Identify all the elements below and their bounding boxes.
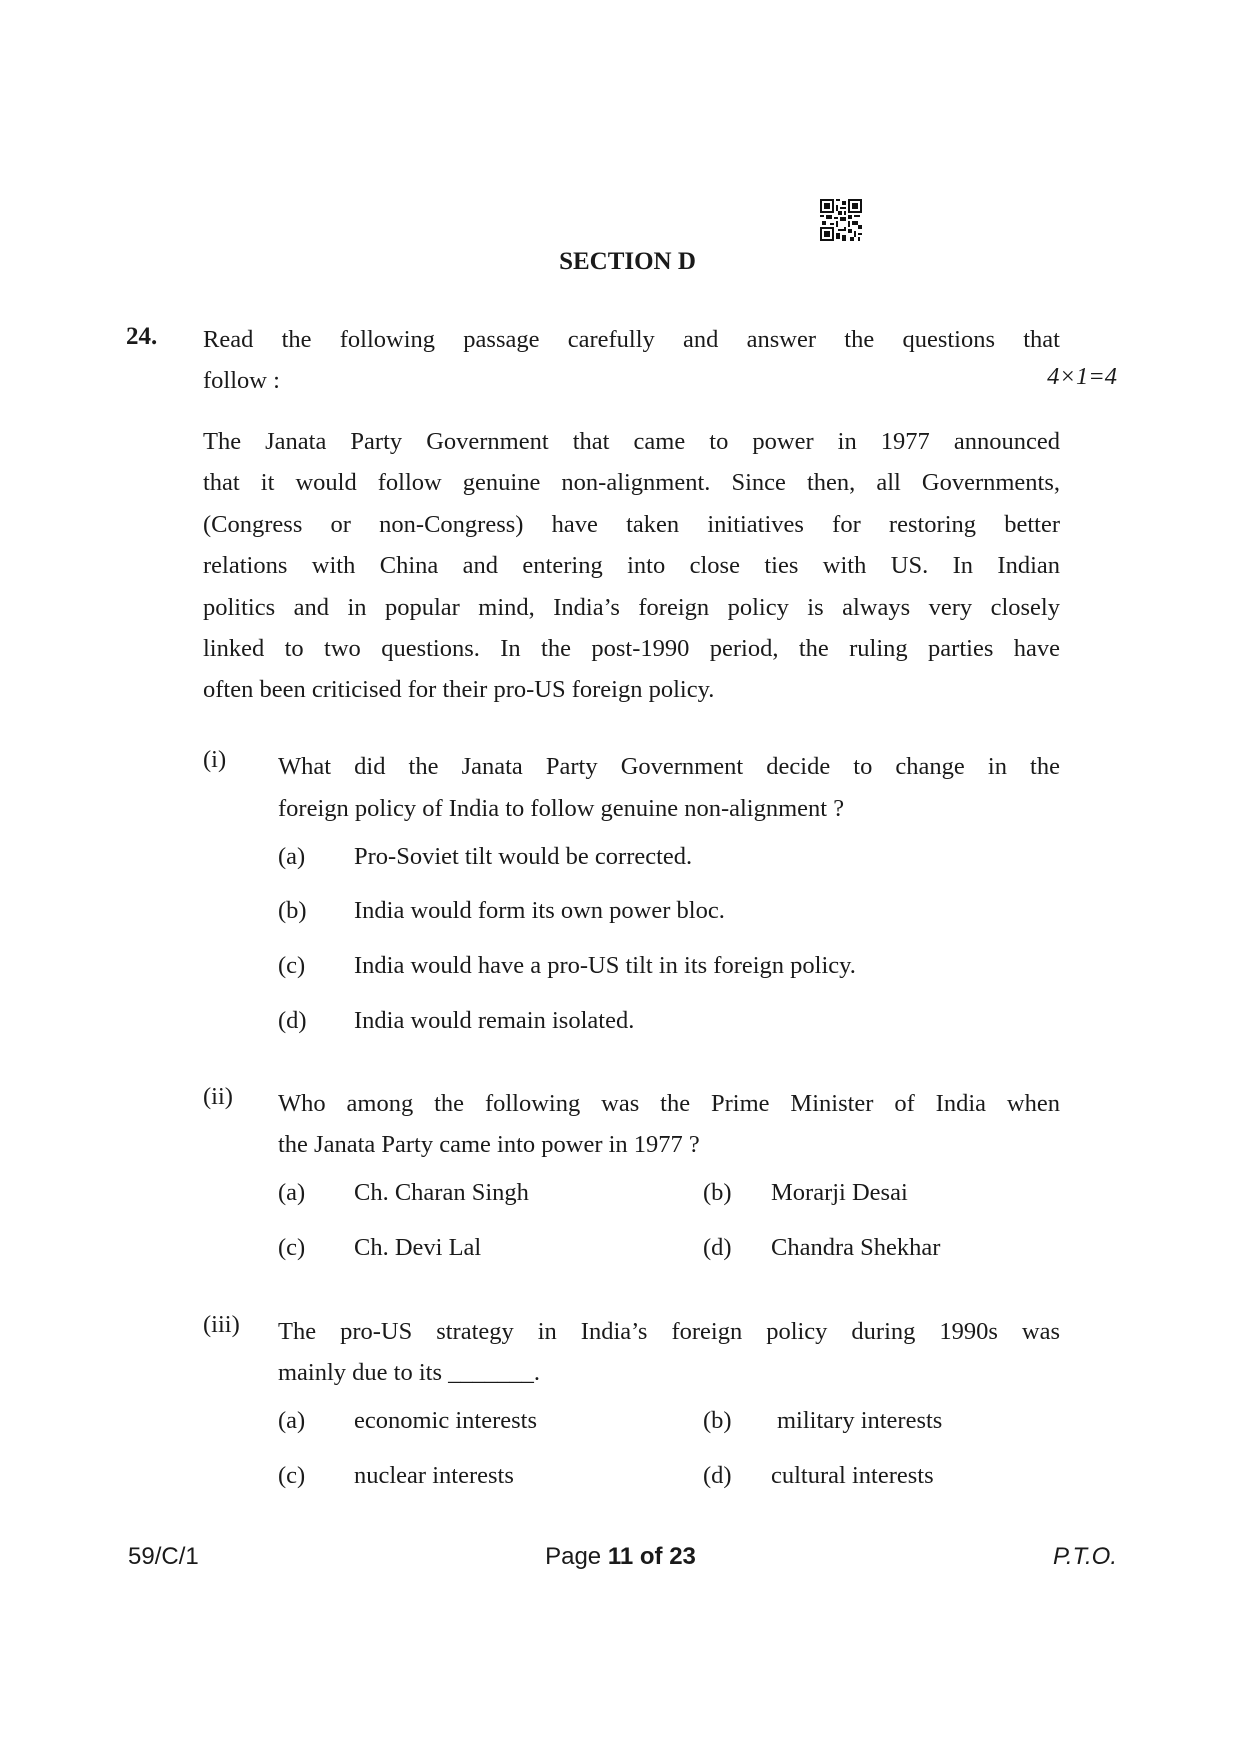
option-label: (b) bbox=[703, 1179, 732, 1206]
sub-question-number: (i) bbox=[203, 746, 227, 773]
sub-question-text: the Janata Party came into power in 1977 ? bbox=[278, 1131, 700, 1158]
option-label: (c) bbox=[278, 1462, 306, 1489]
option-text: India would have a pro-US tilt in its foreign policy. bbox=[354, 952, 856, 979]
option-text: cultural interests bbox=[771, 1462, 934, 1489]
sub-question-text: The pro-US strategy in India’s foreign policy during 1990s was bbox=[278, 1318, 1060, 1345]
option-label: (c) bbox=[278, 1234, 306, 1261]
question-prompt-line1: Read the following passage carefully and answer the questions that bbox=[203, 326, 1060, 353]
qr-code-icon bbox=[820, 199, 862, 241]
option-text: Morarji Desai bbox=[771, 1179, 908, 1206]
passage-line: often been criticised for their pro-US foreign policy. bbox=[203, 676, 715, 703]
sub-question-text: foreign policy of India to follow genuine non-alignment ? bbox=[278, 795, 845, 822]
option-label: (d) bbox=[278, 1007, 307, 1034]
passage-line: (Congress or non-Congress) have taken initiatives for restoring better bbox=[203, 511, 1060, 538]
page-of: of bbox=[633, 1543, 670, 1570]
sub-question-text: What did the Janata Party Government decide to change in the bbox=[278, 753, 1060, 780]
option-text: Ch. Devi Lal bbox=[354, 1234, 482, 1261]
page-prefix: Page bbox=[545, 1543, 608, 1570]
passage-line: The Janata Party Government that came to power in 1977 announced bbox=[203, 428, 1060, 455]
passage-line: that it would follow genuine non-alignment. Since then, all Governments, bbox=[203, 469, 1060, 496]
passage-line: relations with China and entering into close ties with US. In Indian bbox=[203, 552, 1060, 579]
option-label: (d) bbox=[703, 1462, 732, 1489]
marks-allocation: 4×1=4 bbox=[1047, 363, 1117, 390]
option-label: (d) bbox=[703, 1234, 732, 1261]
option-text: military interests bbox=[777, 1407, 943, 1434]
option-text: nuclear interests bbox=[354, 1462, 514, 1489]
page-current: 11 bbox=[607, 1543, 634, 1570]
passage-line: linked to two questions. In the post-1990 period, the ruling parties have bbox=[203, 635, 1060, 662]
paper-code: 59/C/1 bbox=[128, 1543, 199, 1570]
option-text: Chandra Shekhar bbox=[771, 1234, 941, 1261]
sub-question-number: (ii) bbox=[203, 1083, 233, 1110]
option-text: economic interests bbox=[354, 1407, 538, 1434]
option-label: (a) bbox=[278, 1179, 306, 1206]
pto-label: P.T.O. bbox=[1052, 1543, 1117, 1570]
option-label: (c) bbox=[278, 952, 306, 979]
option-text: India would remain isolated. bbox=[354, 1007, 635, 1034]
option-text: Ch. Charan Singh bbox=[354, 1179, 529, 1206]
sub-question-text: mainly due to its _______. bbox=[278, 1359, 540, 1386]
option-label: (b) bbox=[278, 897, 307, 924]
passage-line: politics and in popular mind, India’s foreign policy is always very closely bbox=[203, 594, 1060, 621]
page-total: 23 bbox=[669, 1543, 696, 1570]
option-label: (a) bbox=[278, 1407, 306, 1434]
question-prompt-line2: follow : bbox=[203, 367, 280, 394]
option-label: (b) bbox=[703, 1407, 732, 1434]
option-text: India would form its own power bloc. bbox=[354, 897, 725, 924]
option-label: (a) bbox=[278, 843, 306, 870]
question-number: 24. bbox=[126, 323, 158, 350]
option-text: Pro-Soviet tilt would be corrected. bbox=[354, 843, 693, 870]
section-title: SECTION D bbox=[559, 248, 696, 275]
sub-question-number: (iii) bbox=[203, 1311, 240, 1338]
sub-question-text: Who among the following was the Prime Minister of India when bbox=[278, 1090, 1060, 1117]
